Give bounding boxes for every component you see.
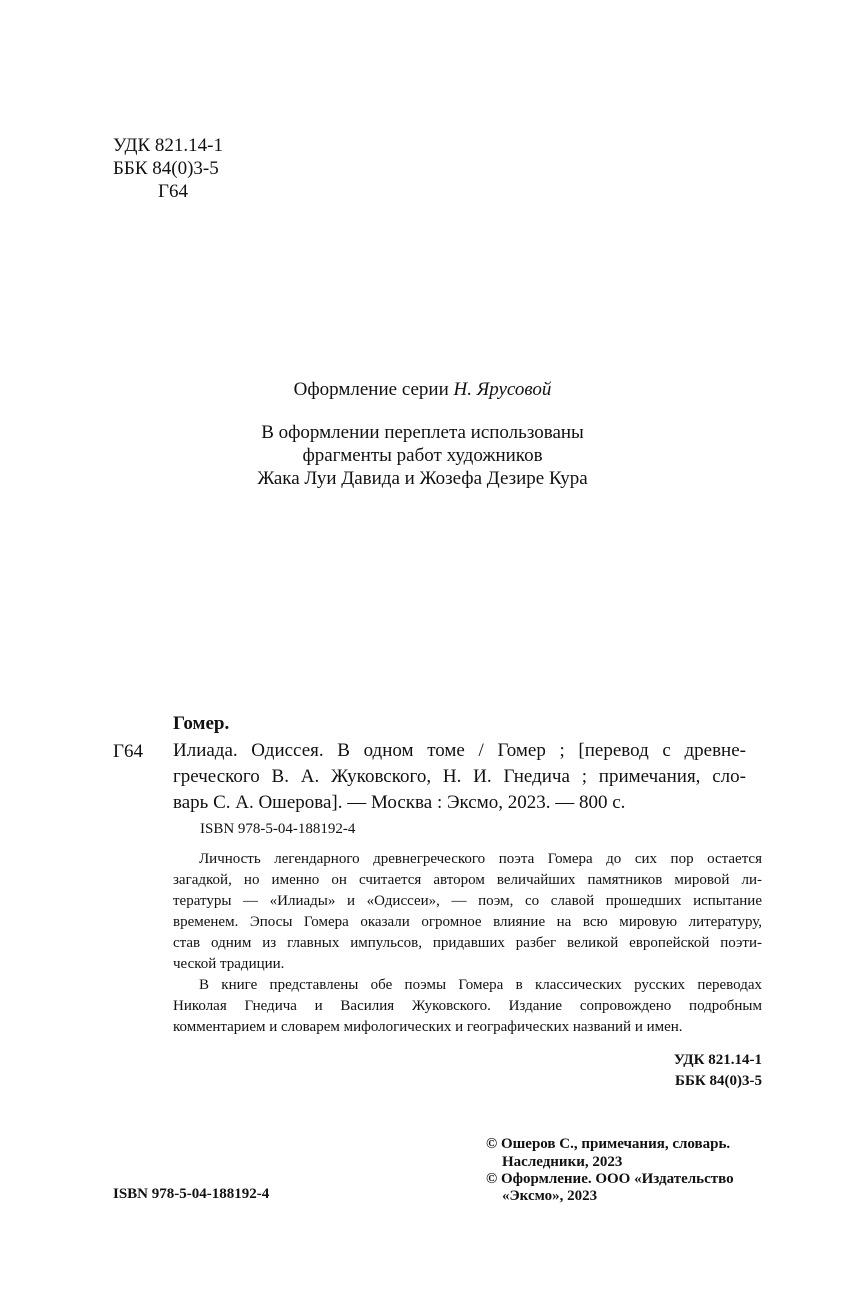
annotation-line: Николая Гнедича и Василия Жуковского. Издание сопровождено подробным: [173, 998, 762, 1014]
annotation-line: временем. Эпосы Гомера оказали огромное влияние на всю мировую литературу,: [173, 914, 762, 930]
copyright-line: © Ошеров С., примечания, словарь.: [486, 1136, 731, 1152]
bib-line: греческого В. А. Жуковского, Н. И. Гнедича ; примечания, сло-: [173, 766, 746, 787]
bib-line: Илиада. Одиссея. В одном томе / Гомер ; [перевод с древне-: [173, 740, 746, 761]
isbn-bottom: ISBN 978-5-04-188192-4: [113, 1186, 270, 1202]
top-bbk: ББК 84(0)3-5: [113, 158, 219, 179]
series-design-prefix: Оформление серии: [293, 379, 454, 400]
cover-art-line: Жака Луи Давида и Жозефа Дезире Кура: [257, 468, 588, 489]
catalog-udk: УДК 821.14-1: [673, 1052, 762, 1068]
catalog-isbn: ISBN 978-5-04-188192-4: [200, 821, 356, 837]
annotation-line: став одним из главных импульсов, придавших разбег великой европейской поэти-: [173, 935, 762, 951]
annotation-paragraph-2: [173, 975, 762, 1038]
catalog-author-mark: Г64: [113, 741, 143, 762]
annotation-paragraph-1: [173, 849, 762, 975]
catalog-bbk: ББК 84(0)3-5: [675, 1073, 762, 1089]
top-udk: УДК 821.14-1: [113, 135, 223, 156]
bib-line: варь С. А. Ошерова]. — Москва : Эксмо, 2023. — 800 с.: [173, 792, 626, 813]
annotation-line: В книге представлены обе поэмы Гомера в классических русских переводах: [199, 977, 762, 993]
annotation-line: загадкой, но именно он считается автором величайших памятников мировой ли-: [173, 872, 762, 888]
annotation-line: тературы — «Илиады» и «Одиссеи», — поэм, со славой прошедших испытание: [173, 893, 762, 909]
copyright-line: Наследники, 2023: [502, 1154, 623, 1170]
annotation-line: ческой традиции.: [173, 956, 285, 972]
catalog-author: Гомер.: [173, 713, 230, 734]
top-author-mark: Г64: [158, 181, 188, 202]
cover-art-line: В оформлении переплета использованы: [261, 422, 584, 443]
copyright-line: «Эксмо», 2023: [502, 1188, 598, 1204]
series-design-name: Н. Ярусовой: [453, 379, 552, 400]
annotation-line: Личность легендарного древнегреческого поэта Гомера до сих пор остается: [199, 851, 762, 867]
cover-art-line: фрагменты работ художников: [302, 445, 543, 466]
series-design-credit: [0, 378, 845, 401]
annotation-line: комментарием и словарем мифологических и географических названий и имен.: [173, 1019, 683, 1035]
copyright-line: © Оформление. ООО «Издательство: [486, 1171, 734, 1187]
bibliographic-description: [173, 738, 746, 816]
